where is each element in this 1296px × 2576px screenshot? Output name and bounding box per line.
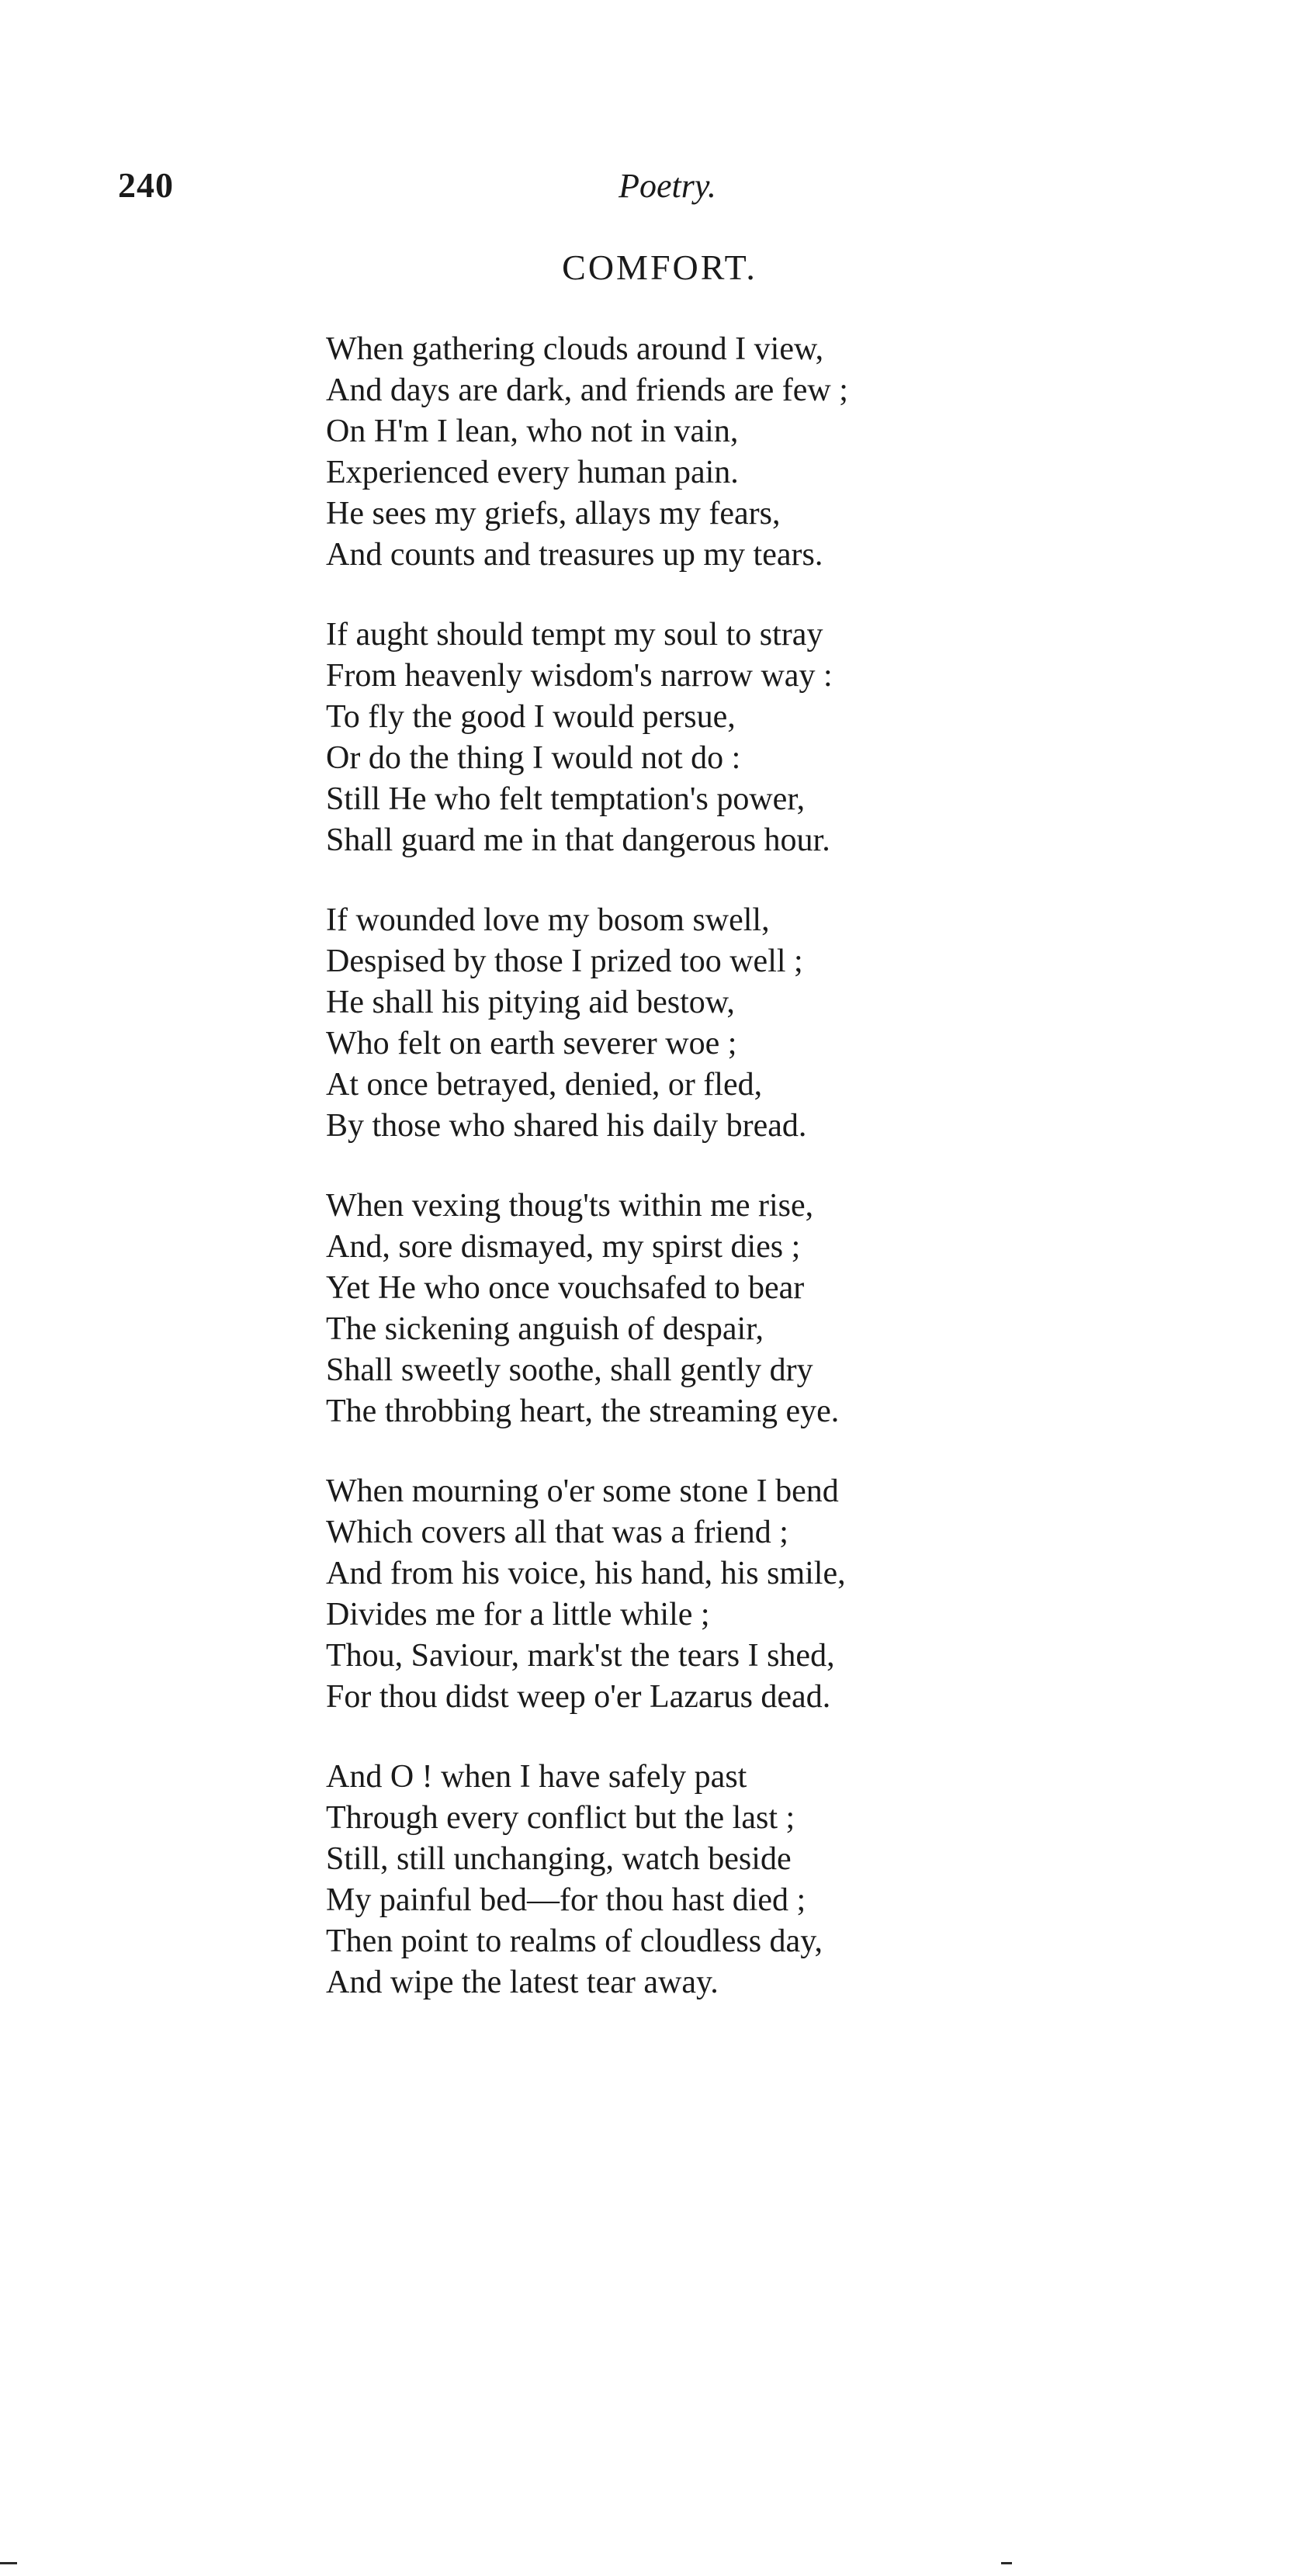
- poem-line: From heavenly wisdom's narrow way :: [326, 658, 833, 694]
- running-head: Poetry.: [619, 167, 716, 205]
- poem-line: Experienced every human pain.: [326, 455, 739, 490]
- poem-line: He shall his pitying aid bestow,: [326, 985, 735, 1020]
- poem-line: Shall guard me in that dangerous hour.: [326, 822, 830, 858]
- poem-line: The sickening anguish of despair,: [326, 1311, 764, 1347]
- poem-line: Yet He who once vouchsafed to bear: [326, 1270, 805, 1306]
- poem-line: When mourning o'er some stone I bend: [326, 1473, 839, 1509]
- stanza-6: [326, 1757, 1102, 2003]
- poem-line: Or do the thing I would not do :: [326, 740, 741, 776]
- page-number: 240: [118, 165, 174, 205]
- poem-line: On H'm I lean, who not in vain,: [326, 414, 739, 449]
- poem-line: When gathering clouds around I view,: [326, 331, 824, 367]
- poem-line: By those who shared his daily bread.: [326, 1108, 807, 1144]
- poem-line: If aught should tempt my soul to stray: [326, 617, 823, 653]
- stanza-5: [326, 1471, 1102, 1718]
- poem-line: At once betrayed, denied, or fled,: [326, 1067, 763, 1103]
- page-edge-mark: [0, 2562, 17, 2564]
- poem-line: Divides me for a little while ;: [326, 1597, 710, 1633]
- poem-line: Despised by those I prized too well ;: [326, 943, 803, 979]
- poem-line: To fly the good I would persue,: [326, 699, 736, 735]
- stanza-4: [326, 1186, 1102, 1432]
- page-edge-mark: [1001, 2562, 1012, 2564]
- stanza-3: [326, 900, 1102, 1147]
- poem-line: And days are dark, and friends are few ;: [326, 372, 848, 408]
- poem-line: When vexing thoug'ts within me rise,: [326, 1188, 814, 1224]
- poem-line: Still, still unchanging, watch beside: [326, 1841, 792, 1877]
- poem-line: The throbbing heart, the streaming eye.: [326, 1394, 840, 1429]
- poem-line: For thou didst weep o'er Lazarus dead.: [326, 1679, 831, 1715]
- poem-line: Which covers all that was a friend ;: [326, 1515, 788, 1550]
- poem-line: And counts and treasures up my tears.: [326, 537, 823, 573]
- stanza-2: [326, 615, 1102, 861]
- poem-line: Then point to realms of cloudless day,: [326, 1923, 823, 1959]
- poem-line: Still He who felt temptation's power,: [326, 781, 806, 817]
- poem-line: Through every conflict but the last ;: [326, 1800, 795, 1836]
- poem-title: COMFORT.: [562, 248, 757, 287]
- poem-line: And wipe the latest tear away.: [326, 1965, 719, 2000]
- poem-line: And from his voice, his hand, his smile,: [326, 1556, 846, 1591]
- poem-line: My painful bed—for thou hast died ;: [326, 1882, 806, 1918]
- poem-line: He sees my griefs, allays my fears,: [326, 496, 781, 531]
- stanza-1: [326, 329, 1102, 576]
- poem-line: And O ! when I have safely past: [326, 1759, 747, 1795]
- poem-line: Who felt on earth severer woe ;: [326, 1026, 737, 1061]
- poem-line: And, sore dismayed, my spirst dies ;: [326, 1229, 801, 1265]
- poem-line: If wounded love my bosom swell,: [326, 902, 770, 938]
- poem-line: Shall sweetly soothe, shall gently dry: [326, 1352, 813, 1388]
- poem-body: [326, 329, 1102, 2042]
- poem-line: Thou, Saviour, mark'st the tears I shed,: [326, 1638, 835, 1674]
